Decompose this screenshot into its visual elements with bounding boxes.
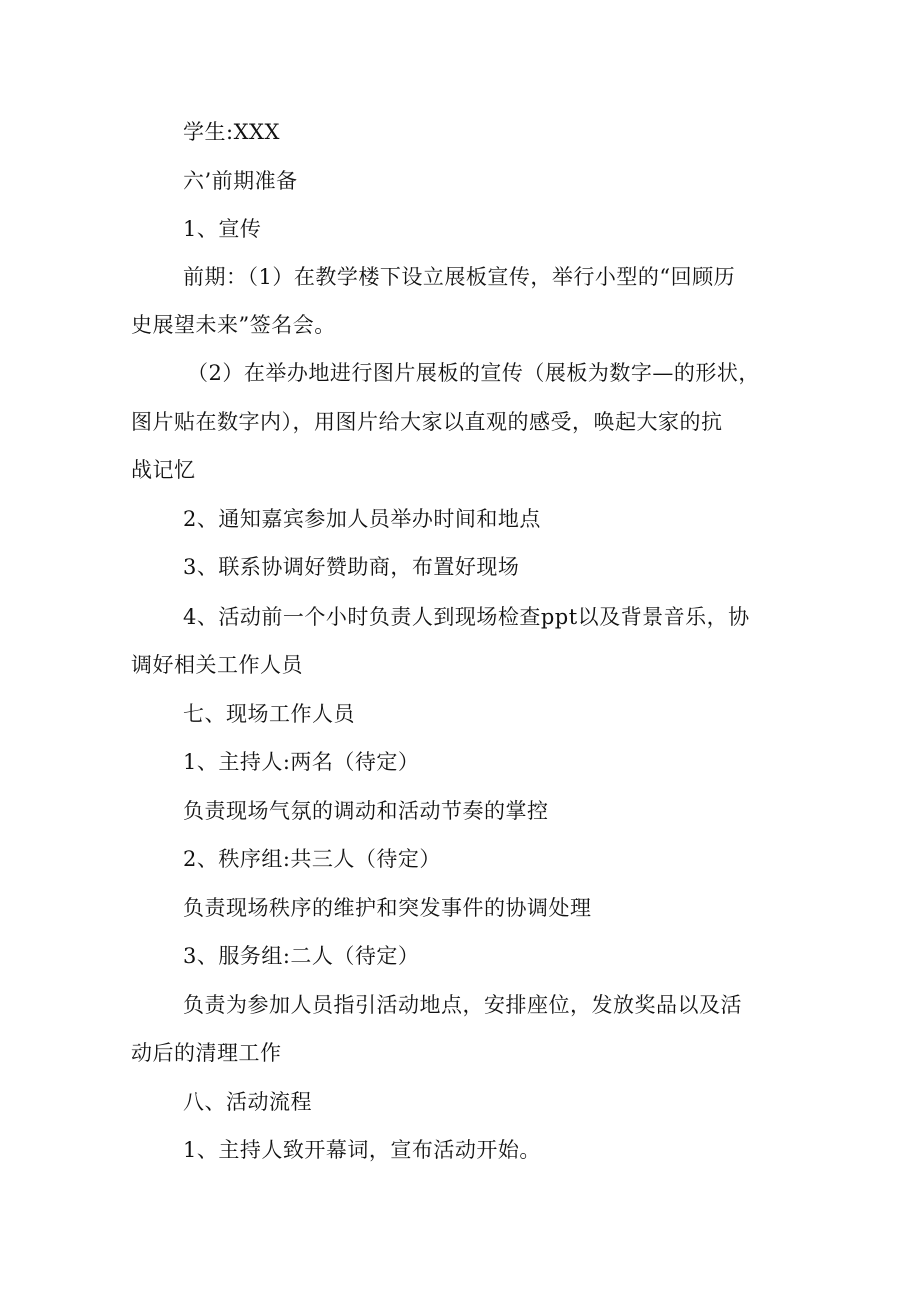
section-heading-process: 八、活动流程: [183, 1090, 312, 1114]
text-line-coordinate-staff: 调好相关工作人员: [131, 653, 303, 677]
text-line-war-memory: 战记忆: [131, 458, 196, 482]
item-order-group: 2、秩序组:共三人（待定）: [183, 847, 441, 871]
section-heading-staff: 七、现场工作人员: [183, 702, 355, 726]
text-line-host-duty: 负责现场气氛的调动和活动节奏的掌控: [183, 799, 549, 823]
text-line-cleanup: 动后的清理工作: [131, 1041, 282, 1065]
text-line-early-publicity: 前期：（1）在教学楼下设立展板宣传，举行小型的“回顾历: [183, 265, 736, 289]
text-line-photo-board: （2）在举办地进行图片展板的宣传（展板为数字—的形状，: [187, 361, 760, 385]
item-publicity: 1、宣传: [183, 217, 262, 241]
text-line-order-duty: 负责现场秩序的维护和突发事件的协调处理: [183, 896, 592, 920]
text-line-signing: 史展望未来”签名会。: [131, 313, 336, 337]
item-hosts: 1、主持人:两名（待定）: [183, 750, 420, 774]
item-service-group: 3、服务组:二人（待定）: [183, 944, 420, 968]
item-opening-speech: 1、主持人致开幕词，宣布活动开始。: [183, 1138, 541, 1162]
text-line-service-duty: 负责为参加人员指引活动地点，安排座位，发放奖品以及活: [183, 993, 742, 1017]
item-sponsors: 3、联系协调好赞助商，布置好现场: [183, 555, 520, 579]
item-check-equipment: 4、活动前一个小时负责人到现场检查ppt以及背景音乐，协: [183, 605, 750, 629]
text-line-student: 学生:XXX: [183, 120, 280, 144]
item-notify-guests: 2、通知嘉宾参加人员举办时间和地点: [183, 507, 541, 531]
text-line-photo-board-cont: 图片贴在数字内），用图片给大家以直观的感受，唤起大家的抗: [131, 410, 723, 434]
section-heading-preparation: 六’前期准备: [183, 169, 298, 193]
